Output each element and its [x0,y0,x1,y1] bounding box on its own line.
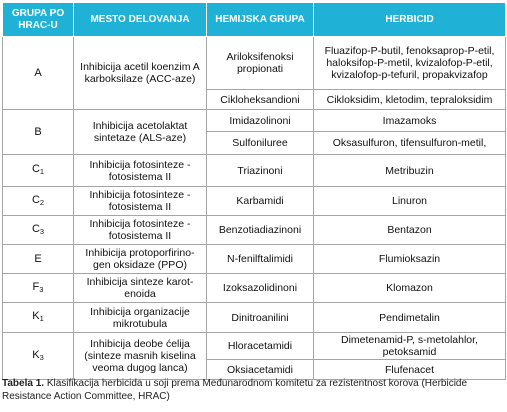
site-of-action-cell: Inhibicija protoporfirino-gen oksidaze (PPO) [74,245,207,274]
site-of-action-cell: Inhibicija sinteze karot-enoida [74,274,207,303]
chemical-group-cell: Izoksazolidinoni [207,274,314,303]
caption-label: Tabela 1. [2,378,45,389]
site-of-action-cell: Inhibicija fotosinteze - fotosistema II [74,216,207,245]
site-of-action-cell: Inhibicija fotosinteze - fotosistema II [74,155,207,187]
herbicide-cell: Pendimetalin [314,303,506,333]
table-row [3,155,506,187]
herbicide-cell: Fluazifop-P-butil, fenoksaprop-P-etil, haloksifop-P-metil, kvizalofop-P-etil, kvizalofop-p-tefuril, propakvizafop [314,37,506,90]
hrac-group-cell [3,37,74,110]
hrac-group-code: C [31,193,40,206]
hrac-group-cell [3,274,74,303]
table-body [3,37,506,380]
hrac-group-code: F [32,280,40,293]
hrac-group-code: C [31,222,40,235]
hrac-group-cell [3,216,74,245]
chemical-group-cell: Imidazolinoni [207,110,314,132]
herbicide-classification-table [2,2,506,380]
chemical-group-cell: Sulfoniluree [207,132,314,155]
chemical-group-cell: Ariloksifenoksi propionati [207,37,314,90]
hrac-group-code: E [34,253,42,265]
chemical-group-cell: Hloracetamidi [207,333,314,360]
hrac-group-cell [3,155,74,187]
site-of-action-cell: Inhibicija deobe ćelija (sinteze masnih kiselina veoma dugog lanca) [74,333,207,380]
herbicide-cell: Klomazon [314,274,506,303]
herbicide-cell: Metribuzin [314,155,506,187]
hrac-group-cell [3,245,74,274]
hrac-group-subscript: 3 [39,226,45,236]
herbicide-cell: Dimetenamid-P, s-metolahlor, petoksamid [314,333,506,360]
chemical-group-cell: Triazinoni [207,155,314,187]
table-row [3,245,506,274]
table-row [3,274,506,303]
hrac-group-subscript: 2 [39,197,45,207]
hrac-group-subscript: 3 [39,352,44,362]
site-of-action-cell: Inhibicija organizacije mikrotubula [74,303,207,333]
hrac-group-code: A [34,67,42,79]
header-chemical-group: HEMIJSKA GRUPA [207,3,314,37]
table-row [3,187,506,216]
table-header-row [3,3,506,37]
table-caption [2,378,505,403]
hrac-group-subscript: 3 [39,284,44,294]
header-site: MESTO DELOVANJA [74,3,207,37]
hrac-group-code: C [31,163,40,175]
chemical-group-cell: N-fenilftalimidi [207,245,314,274]
header-group: GRUPA PO HRAC-U [3,3,74,37]
herbicide-cell: Flufenacet [314,360,506,380]
chemical-group-cell: Cikloheksandioni [207,90,314,110]
caption-text: Klasifikacija herbicida u soji prema Međunarodnom komitetu za rezistentnost korova (Herbicide Resistance Action Committee, HRAC) [2,378,468,402]
hrac-group-subscript: 1 [39,167,45,176]
table-row [3,216,506,245]
herbicide-cell: Flumioksazin [314,245,506,274]
hrac-group-cell [3,333,74,380]
hrac-group-cell [3,303,74,333]
hrac-group-code: B [34,126,42,138]
chemical-group-cell: Dinitroanilini [207,303,314,333]
herbicide-cell: Imazamoks [314,110,506,132]
chemical-group-cell: Karbamidi [207,187,314,216]
chemical-group-cell: Oksiacetamidi [207,360,314,380]
hrac-group-subscript: 1 [39,314,44,323]
site-of-action-cell: Inhibicija acetolaktat sintetaze (ALS-aze) [74,110,207,155]
hrac-group-code: K [32,310,40,322]
site-of-action-cell: Inhibicija fotosinteze - fotosistema II [74,187,207,216]
table-row [3,333,506,360]
hrac-group-code: K [32,348,40,361]
herbicide-cell: Bentazon [314,216,506,245]
header-herbicide: HERBICID [314,3,506,37]
chemical-group-cell: Benzotiadiazinoni [207,216,314,245]
table-row [3,303,506,333]
herbicide-cell: Cikloksidim, kletodim, tepraloksidim [314,90,506,110]
site-of-action-cell: Inhibicija acetil koenzim A karboksilaze (ACC-aze) [74,37,207,110]
herbicide-cell: Oksasulfuron, tifensulfuron-metil, [314,132,506,155]
table-row [3,37,506,90]
herbicide-cell: Linuron [314,187,506,216]
hrac-group-cell [3,110,74,155]
hrac-group-cell [3,187,74,216]
table-row [3,110,506,132]
